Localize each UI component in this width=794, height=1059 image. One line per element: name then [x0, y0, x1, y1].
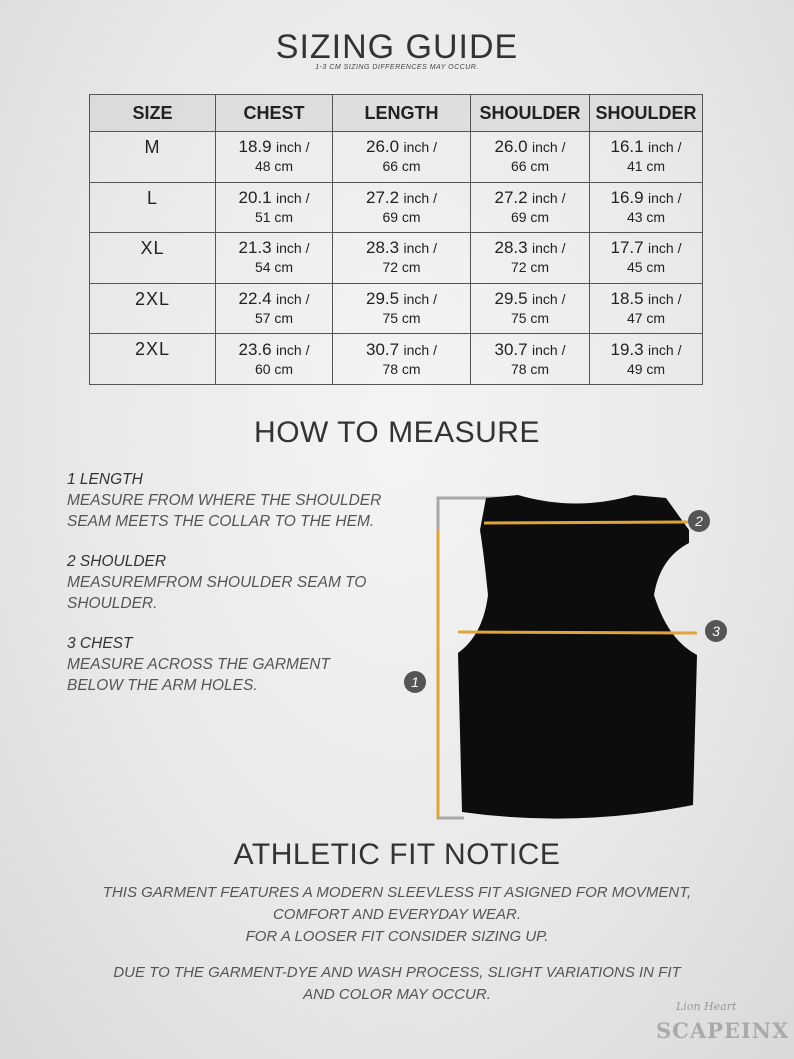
cm-value: 57 cm	[254, 310, 294, 327]
measure-steps	[67, 470, 407, 716]
inch-unit: inch /	[532, 139, 566, 156]
size-cell: XL	[90, 233, 216, 284]
marker-3-icon	[705, 620, 727, 642]
measurement-cell	[590, 132, 703, 183]
cm-value: 54 cm	[254, 259, 294, 276]
cm-value: 75 cm	[382, 310, 421, 327]
marker-1-icon	[404, 671, 426, 693]
inch-value: 18.9	[238, 137, 272, 157]
size-table-header-row	[90, 95, 703, 132]
inch-value: 22.4	[238, 289, 272, 309]
measurement-cell	[471, 233, 590, 284]
header-size: SIZE	[90, 95, 216, 132]
cm-value: 48 cm	[254, 158, 294, 175]
table-row	[90, 132, 703, 183]
cm-value: 66 cm	[382, 158, 421, 175]
inch-unit: inch /	[532, 189, 566, 206]
table-row	[90, 233, 703, 284]
inch-value: 28.3	[365, 238, 400, 258]
chest-line	[458, 632, 697, 633]
inch-value: 30.7	[365, 339, 400, 359]
dye-notice-paragraph: DUE TO THE GARMENT-DYE AND WASH PROCESS, SLIGHT VARIATIONS IN FIT AND COLOR MAY OCCUR.	[113, 964, 681, 1003]
measurement-cell	[333, 233, 471, 284]
cm-value: 72 cm	[382, 259, 421, 276]
inch-value: 27.2	[365, 187, 400, 207]
inch-unit: inch /	[276, 139, 310, 156]
marker-3-label: 3	[712, 623, 720, 639]
step-chest	[67, 634, 407, 696]
inch-value: 17.7	[610, 238, 644, 258]
inch-unit: inch /	[403, 341, 437, 358]
table-row	[90, 283, 703, 334]
cm-value: 78 cm	[382, 360, 421, 377]
brand-logo: SCAPEINX	[656, 1018, 790, 1043]
cm-value: 41 cm	[626, 158, 666, 175]
brand-signature: Lion Heart	[676, 1000, 737, 1013]
measurement-cell	[590, 233, 703, 284]
how-to-measure-title: HOW TO MEASURE	[254, 416, 540, 449]
tank-top-garment	[458, 495, 697, 819]
cm-value: 72 cm	[510, 259, 550, 276]
cm-value: 78 cm	[510, 360, 550, 377]
inch-unit: inch /	[648, 189, 682, 206]
cm-value: 51 cm	[254, 208, 294, 225]
sizing-note: 1-3 CM SIZING DIFFERENCES MAY OCCUR.	[315, 64, 479, 71]
cm-value: 66 cm	[510, 158, 550, 175]
inch-value: 30.7	[494, 339, 528, 359]
inch-value: 26.0	[365, 137, 400, 157]
inch-unit: inch /	[276, 189, 310, 206]
inch-unit: inch /	[403, 139, 437, 156]
measurement-cell	[333, 182, 471, 233]
step-shoulder	[67, 552, 407, 614]
step-text: MEASURE FROM WHERE THE SHOULDER SEAM MEETS THE COLLAR TO THE HEM.	[67, 492, 382, 530]
inch-value: 23.6	[238, 339, 272, 359]
cm-value: 49 cm	[626, 360, 666, 377]
marker-2-icon	[688, 510, 710, 532]
cm-value: 69 cm	[510, 208, 550, 225]
measurement-cell	[471, 132, 590, 183]
measurement-cell	[590, 334, 703, 385]
measurement-cell	[216, 334, 333, 385]
measurement-cell	[216, 132, 333, 183]
header-shoulder: SHOULDER	[471, 95, 590, 132]
inch-unit: inch /	[276, 341, 310, 358]
inch-value: 29.5	[494, 289, 528, 309]
inch-value: 27.2	[494, 187, 528, 207]
step-text: MEASURE ACROSS THE GARMENT BELOW THE ARM HOLES.	[67, 656, 330, 694]
cm-value: 47 cm	[626, 310, 666, 327]
inch-value: 19.3	[610, 339, 644, 359]
inch-value: 16.9	[610, 187, 644, 207]
step-text: MEASUREMFROM SHOULDER SEAM TO SHOULDER.	[67, 574, 367, 612]
step-title: 2 SHOULDER	[67, 553, 167, 570]
measurement-cell	[590, 182, 703, 233]
step-length	[67, 470, 407, 532]
inch-unit: inch /	[276, 291, 310, 308]
inch-value: 26.0	[494, 137, 528, 157]
inch-unit: inch /	[648, 240, 682, 257]
size-cell: 2XL	[90, 283, 216, 334]
cm-value: 45 cm	[626, 259, 666, 276]
measurement-cell	[216, 233, 333, 284]
inch-unit: inch /	[532, 291, 566, 308]
step-title: 3 CHEST	[67, 635, 133, 652]
inch-unit: inch /	[648, 291, 682, 308]
inch-unit: inch /	[532, 341, 566, 358]
cm-value: 69 cm	[382, 208, 421, 225]
inch-value: 29.5	[365, 289, 400, 309]
measurement-cell	[471, 283, 590, 334]
inch-unit: inch /	[276, 240, 310, 257]
inch-value: 16.1	[610, 137, 644, 157]
measurement-cell	[333, 334, 471, 385]
inch-unit: inch /	[532, 240, 566, 257]
cm-value: 75 cm	[510, 310, 550, 327]
cm-value: 60 cm	[254, 360, 294, 377]
size-cell: 2XL	[90, 334, 216, 385]
inch-unit: inch /	[648, 139, 682, 156]
table-row	[90, 182, 703, 233]
inch-value: 18.5	[610, 289, 644, 309]
fit-notice-paragraph: THIS GARMENT FEATURES A MODERN SLEEVLESS FIT ASIGNED FOR MOVMENT, COMFORT AND EVERYDAY WEAR. FOR A LOOSER FIT CONSIDER SIZING UP.	[102, 884, 692, 945]
header-chest: CHEST	[216, 95, 333, 132]
header-shoulder-2: SHOULDER	[590, 95, 703, 132]
measurement-cell	[471, 334, 590, 385]
header-length: LENGTH	[333, 95, 471, 132]
inch-unit: inch /	[648, 341, 682, 358]
inch-value: 20.1	[238, 187, 272, 207]
inch-value: 21.3	[238, 238, 272, 258]
sizing-guide-title: SIZING GUIDE	[275, 28, 519, 66]
measurement-cell	[471, 182, 590, 233]
inch-value: 28.3	[494, 238, 528, 258]
garment-diagram	[398, 490, 738, 830]
cm-value: 43 cm	[626, 208, 666, 225]
shoulder-line	[484, 522, 688, 523]
size-table	[89, 94, 703, 385]
step-title: 1 LENGTH	[67, 471, 143, 488]
inch-unit: inch /	[403, 291, 437, 308]
measurement-cell	[333, 283, 471, 334]
marker-2-label: 2	[695, 513, 703, 529]
athletic-fit-title: ATHLETIC FIT NOTICE	[233, 838, 561, 871]
measurement-cell	[216, 182, 333, 233]
size-cell: M	[90, 132, 216, 183]
measurement-cell	[333, 132, 471, 183]
marker-1-label: 1	[411, 674, 419, 690]
measurement-cell	[216, 283, 333, 334]
inch-unit: inch /	[403, 240, 437, 257]
table-row	[90, 334, 703, 385]
measurement-cell	[590, 283, 703, 334]
inch-unit: inch /	[403, 189, 437, 206]
size-cell: L	[90, 182, 216, 233]
